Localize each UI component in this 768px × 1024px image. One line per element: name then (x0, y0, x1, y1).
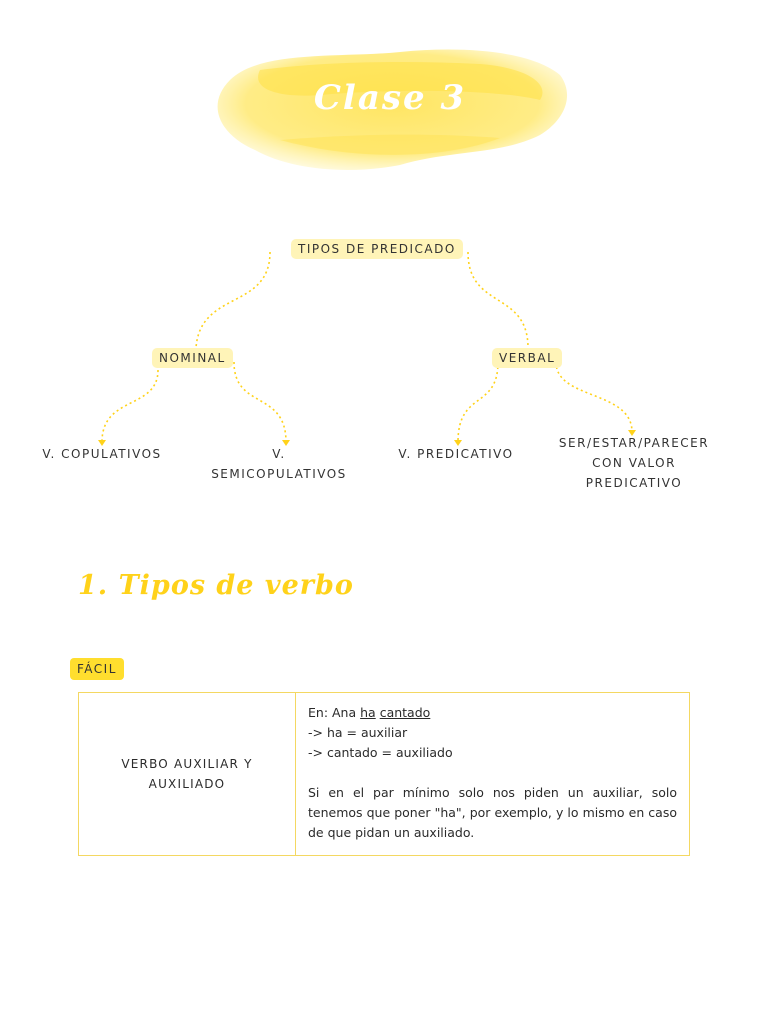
section-title: 1. Tipos de verbo (78, 570, 354, 601)
auxiliar-line: -> ha = auxiliar (308, 725, 408, 740)
table-term: VERBO AUXILIAR Y AUXILIADO (79, 693, 296, 855)
diagram-leaf-predicativo: V. PREDICATIVO (398, 447, 514, 461)
page-title: Clase 3 (313, 78, 467, 118)
example-prefix: En: Ana (308, 705, 361, 720)
auxiliado-line: -> cantado = auxiliado (308, 745, 453, 760)
diagram-leaf-copulativos: V. COPULATIVOS (42, 447, 162, 461)
title-banner (200, 40, 580, 180)
difficulty-badge: FÁCIL (70, 658, 124, 680)
example-auxiliar: ha (360, 705, 376, 720)
diagram-node-nominal: NOMINAL (152, 348, 233, 368)
example-line (308, 703, 677, 723)
diagram-node-verbal: VERBAL (492, 348, 562, 368)
predicate-diagram (0, 220, 768, 500)
example-auxiliado: cantado (379, 705, 431, 720)
explanation-paragraph: Si en el par mínimo solo nos piden un auxiliar, solo tenemos que poner "ha", por exemplo, y lo mismo en caso de que pidan un auxiliado. (308, 785, 677, 840)
diagram-leaf-valor-predicativo: SER/ESTAR/PARECER CON VALOR PREDICATIVO (558, 436, 710, 490)
diagram-root: TIPOS DE PREDICADO (291, 239, 463, 259)
table-description (296, 693, 689, 855)
diagram-leaf-semicopulativos: V. SEMICOPULATIVOS (211, 447, 347, 481)
concept-table (78, 692, 690, 856)
